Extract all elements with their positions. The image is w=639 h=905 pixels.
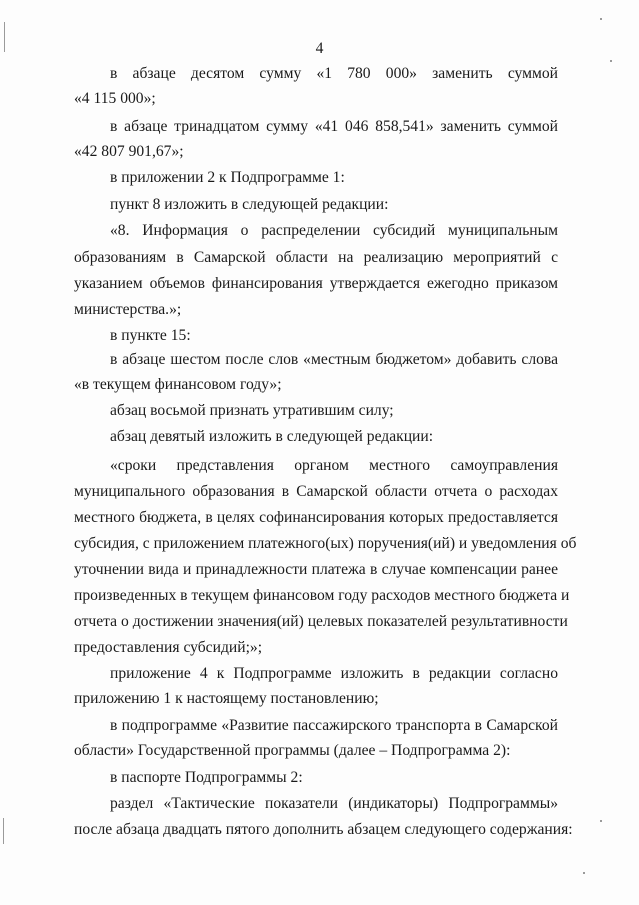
text-line: отчета о достижении значения(ий) целевых показателей результативности (74, 613, 568, 630)
scan-edge-mark (3, 818, 4, 844)
text-line: указанием объемов финансирования утверждается ежегодно приказом (74, 275, 558, 292)
page-number: 4 (315, 40, 324, 57)
text-line: в подпрограмме «Развитие пассажирского транспорта в Самарской (110, 717, 558, 734)
scan-speck (610, 60, 612, 62)
text-line: области» Государственной программы (далее – Подпрограмма 2): (74, 742, 511, 759)
text-line: в абзаце десятом сумму «1 780 000» заменить суммой (110, 65, 558, 82)
text-line: в пункте 15: (110, 327, 191, 344)
scan-speck (600, 18, 602, 20)
scan-speck (600, 820, 602, 822)
text-line: абзац восьмой признать утратившим силу; (110, 402, 394, 419)
text-line: в абзаце шестом после слов «местным бюджетом» добавить слова (110, 351, 558, 368)
text-line: «в текущем финансовом году»; (74, 376, 282, 393)
text-line: произведенных в текущем финансовом году расходов местного бюджета и (74, 587, 570, 604)
text-line: министерства.»; (74, 301, 182, 318)
text-line: уточнении вида и принадлежности платежа в случае компенсации ранее (74, 561, 558, 578)
text-line: «42 807 901,67»; (74, 143, 184, 160)
text-line: предоставления субсидий;»; (74, 639, 263, 656)
text-line: местного бюджета, в целях софинансирования которых предоставляется (74, 509, 558, 526)
text-line: пункт 8 изложить в следующей редакции: (110, 196, 389, 213)
text-line: приложение 4 к Подпрограмме изложить в редакции согласно (110, 665, 558, 682)
scan-speck (583, 872, 585, 874)
text-line: субсидия, с приложением платежного(ых) поручения(ий) и уведомления об (74, 535, 577, 552)
text-line: «сроки представления органом местного самоуправления (110, 457, 558, 474)
text-line: образованиям в Самарской области на реализацию мероприятий с (74, 249, 558, 266)
text-line: «4 115 000»; (74, 90, 156, 107)
scan-edge-mark (4, 22, 5, 52)
text-line: в паспорте Подпрограммы 2: (110, 769, 303, 786)
text-line: «8. Информация о распределении субсидий муниципальным (110, 222, 558, 239)
text-line: раздел «Тактические показатели (индикаторы) Подпрограммы» (110, 795, 558, 812)
text-line: муниципального образования в Самарской области отчета о расходах (74, 483, 558, 500)
text-line: в приложении 2 к Подпрограмме 1: (110, 169, 345, 186)
text-line: в абзаце тринадцатом сумму «41 046 858,541» заменить суммой (110, 118, 558, 135)
text-line: приложению 1 к настоящему постановлению; (74, 690, 379, 707)
text-line: после абзаца двадцать пятого дополнить абзацем следующего содержания: (74, 821, 573, 838)
text-line: абзац девятый изложить в следующей редакции: (110, 428, 434, 445)
